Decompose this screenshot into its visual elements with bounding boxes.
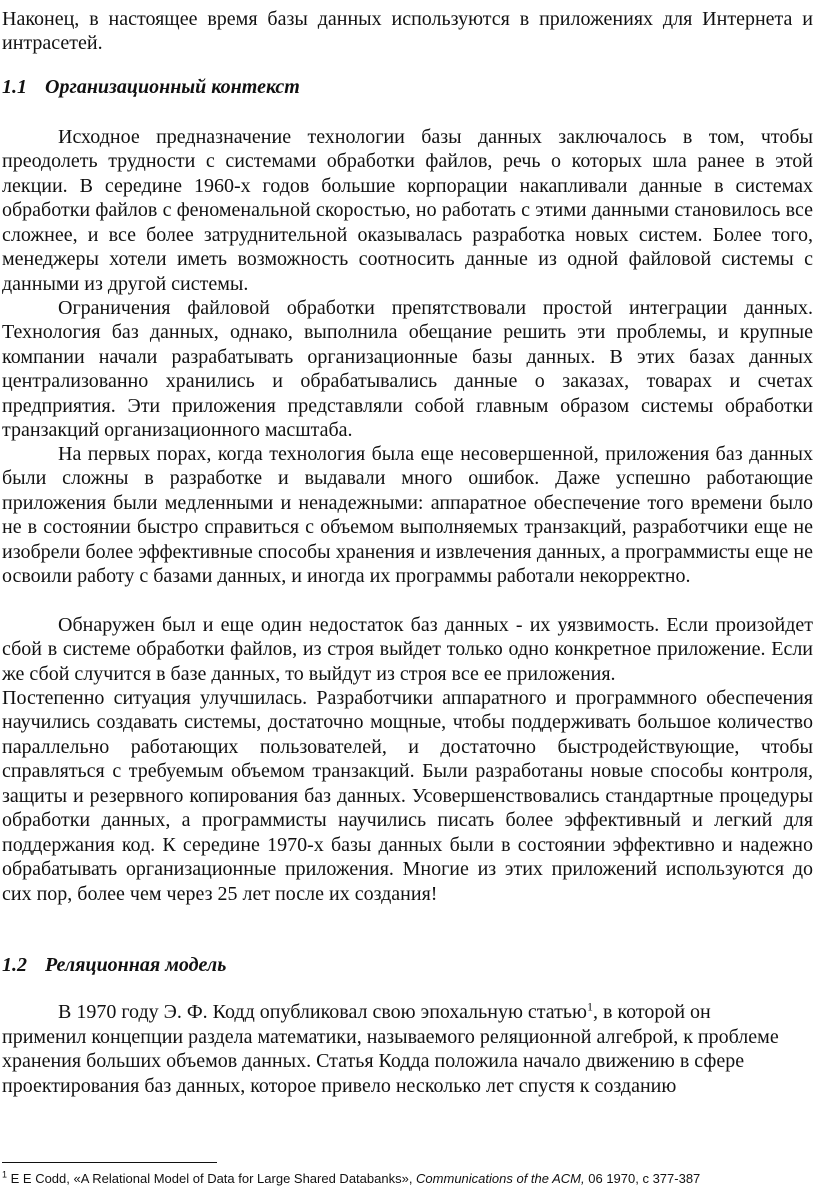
paragraph-text: В 1970 году Э. Ф. Кодд опубликовал свою эпохальную статью — [58, 1001, 587, 1023]
footnote-citation: E E Codd, «A Relational Model of Data for Large Shared Databanks», — [7, 1171, 417, 1186]
section-number: 1.1 — [2, 76, 27, 98]
footnote-reference[interactable]: 1 — [586, 999, 593, 1014]
section-heading-1-2 — [2, 953, 226, 977]
section-number: 1.2 — [2, 954, 27, 976]
footnote-separator — [2, 1162, 217, 1163]
paragraph-text: На первых порах, когда технология была еще несовершенной, приложения баз данных были сложны в разработке и выдавали много ошибок. Даже успешно работающие приложения были медленными и ненадежными: аппаратное обеспечение того времени было не в состоянии быстро справиться с объемом выполняемых транзакций, разработчики еще не изобрели более эффективные способы хранения и извлечения данных, а программисты еще не освоили работу с базами данных, и иногда их программы работали некорректно. — [2, 443, 813, 588]
paragraph — [2, 296, 813, 443]
paragraph — [2, 442, 813, 589]
footnote-mark: 1 — [2, 1169, 8, 1180]
footnote — [2, 1171, 812, 1187]
paragraph-text: , в которой он применил концепции раздела математики, называемого реляционной алгеброй, к проблеме хранения больших объемов данных. Статья Кодда положила начало движению в сфере проектирования баз данных, которое привело несколько лет спустя к созданию — [2, 1001, 779, 1097]
paragraph: Постепенно ситуация улучшилась. Разработчики аппаратного и программного обеспечения научились создавать системы, достаточно мощные, чтобы поддерживать большое количество параллельно работающих пользователей, и достаточно быстродействующие, чтобы справляться с требуемым объемом транзакций. Были разработаны новые способы контроля, защиты и резервного копирования баз данных. Усовершенствовались стандартные процедуры обработки данных, а программисты научились писать более эффективный и легкий для поддержания код. К середине 1970-х базы данных были в состоянии эффективно и надежно обрабатывать организационные приложения. Многие из этих приложений используются до сих пор, более чем через 25 лет после их создания! — [2, 687, 813, 905]
section-title: Реляционная модель — [45, 954, 227, 976]
intro-paragraph: Наконец, в настоящее время базы данных используются в приложениях для Интернета и интрасетей. — [2, 8, 813, 55]
paragraph-text: Обнаружен был и еще один недостаток баз данных - их уязвимость. Если произойдет сбой в системе обработки файлов, из строя выйдет только одно конкретное приложение. Если же сбой случится в базе данных, то выйдут из строя все ее приложения. — [2, 614, 813, 685]
footnote-details: 06 1970, c 377-387 — [584, 1171, 701, 1186]
paragraph-text: Ограничения файловой обработки препятствовали простой интеграции данных. Технология баз данных, однако, выполнила обещание решить эти проблемы, и крупные компании начали разрабатывать организационные базы данных. В этих базах данных централизованно хранились и обрабатывались данные о заказах, товарах и счетах предприятия. Эти приложения представляли собой главным образом системы обработки транзакций организационного масштаба. — [2, 297, 813, 442]
section-title: Организационный контекст — [45, 76, 300, 98]
paragraph — [2, 1000, 782, 1098]
section-heading-1-1 — [2, 75, 300, 99]
footnote-journal: Communications of the ACM, — [416, 1171, 585, 1186]
paragraph — [2, 125, 813, 296]
paragraph-text: Исходное предназначение технологии базы данных заключалось в том, чтобы преодолеть трудности с системами обработки файлов, речь о которых шла ранее в этой лекции. В середине 1960-х годов большие корпорации накапливали данные в системах обработки файлов с феноменальной скоростью, но работать с этими данными становилось все сложнее, и все более затруднительной оказывалась разработка новых систем. Более того, менеджеры хотели иметь возможность соотносить данные из одной файловой системы с данными из другой системы. — [2, 126, 813, 295]
paragraph — [2, 613, 813, 686]
